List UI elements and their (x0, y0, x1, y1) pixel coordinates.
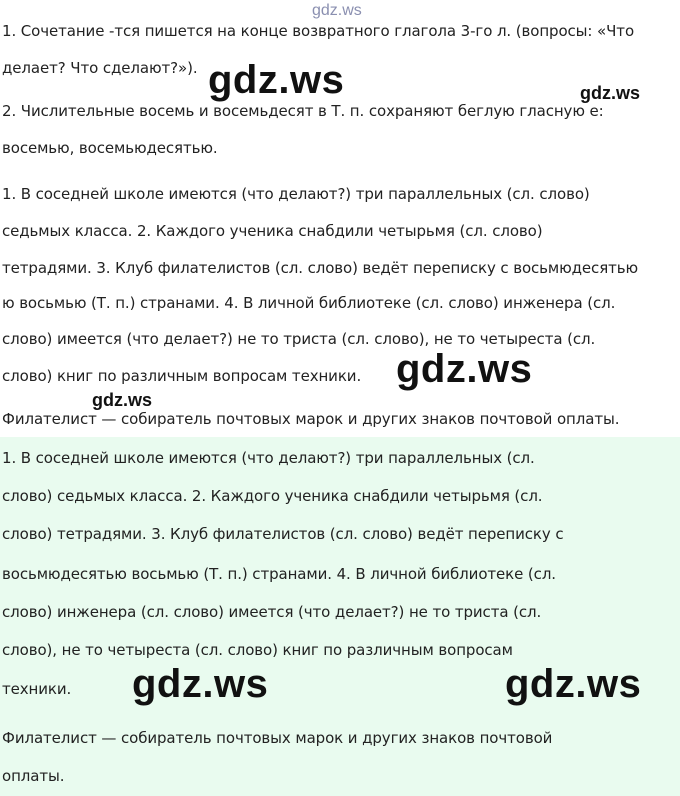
definition-line: Филателист — собиратель почтовых марок и других знаков почтовой (2, 729, 553, 747)
answer-line: слово) тетрадями. 3. Клуб филателистов (сл. слово) ведёт переписку с (2, 525, 564, 543)
exercise-line: слово) имеется (что делает?) не то триста (сл. слово), не то четыреста (сл. (2, 330, 596, 348)
watermark-big: gdz.ws (396, 347, 533, 391)
rule-line: делает? Что сделают?»). (2, 59, 198, 77)
answer-line: 1. В соседней школе имеются (что делают?) три параллельных (сл. (2, 449, 535, 467)
watermark-big: gdz.ws (132, 662, 269, 706)
exercise-line: седьмых класса. 2. Каждого ученика снабдили четырьмя (сл. слово) (2, 222, 543, 240)
watermark-big: gdz.ws (208, 58, 345, 102)
exercise-line: 1. В соседней школе имеются (что делают?) три параллельных (сл. слово) (2, 185, 590, 203)
rule-line: восемью, восемьюдесятью. (2, 139, 218, 157)
answer-line: слово) инженера (сл. слово) имеется (что делает?) не то триста (сл. (2, 603, 542, 621)
watermark-top: gdz.ws (312, 2, 362, 19)
rule-line: 2. Числительные восемь и восемьдесят в Т. п. сохраняют беглую гласную е: (2, 102, 604, 120)
definition-line: оплаты. (2, 767, 65, 785)
watermark-small: gdz.ws (92, 390, 153, 410)
answer-line: восьмюдесятью восьмью (Т. п.) странами. 4. В личной библиотеке (сл. (2, 565, 556, 583)
watermark-small: gdz.ws (580, 83, 641, 103)
answer-line: техники. (2, 680, 72, 698)
answer-line: слово), не то четыреста (сл. слово) книг по различным вопросам (2, 641, 513, 659)
exercise-line: слово) книг по различным вопросам техники. (2, 367, 362, 385)
rule-line: 1. Сочетание -тся пишется на конце возвратного глагола 3-го л. (вопросы: «Что (2, 22, 635, 40)
exercise-line: тетрадями. 3. Клуб филателистов (сл. слово) ведёт переписку с восьмюдесятью (2, 259, 639, 277)
definition-line: Филателист — собиратель почтовых марок и других знаков почтовой оплаты. (2, 410, 620, 428)
exercise-line: ю восьмью (Т. п.) странами. 4. В личной библиотеке (сл. слово) инженера (сл. (2, 294, 616, 312)
answer-line: слово) седьмых класса. 2. Каждого ученика снабдили четырьмя (сл. (2, 487, 543, 505)
watermark-big: gdz.ws (505, 662, 642, 706)
